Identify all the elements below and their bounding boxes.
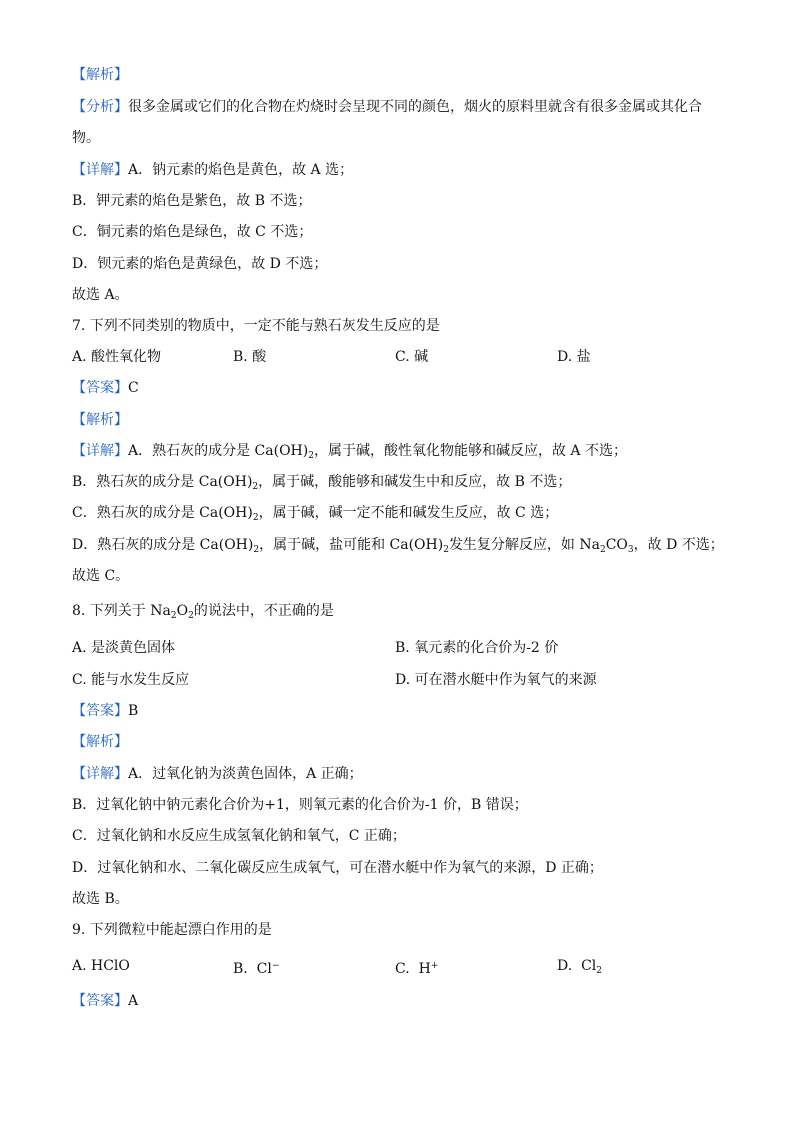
text: 的说法中，不正确的是 [193, 603, 334, 619]
question-8-conclusion: 故选 B。 [72, 891, 129, 907]
detail-line-a [72, 160, 353, 180]
formula: Cl [581, 958, 597, 974]
question-9-answer [72, 991, 138, 1011]
question-8-detail-c: C．过氧化钠和水反应生成氢氧化钠和氧气，C 正确； [72, 828, 406, 844]
analysis-tag: 【分析】 [72, 99, 128, 115]
answer-tag: 【答案】 [72, 703, 128, 719]
option-label: D. [557, 958, 573, 974]
text: ，属于碱，酸能够和碱发生中和反应，故 B 不选； [258, 474, 572, 490]
text: C．熟石灰的成分是 Ca(OH) [72, 505, 253, 521]
detail-line-b: B．钾元素的焰色是紫色，故 B 不选； [72, 193, 312, 209]
question-8-option-c: C. 能与水发生反应 [72, 672, 190, 688]
text: A．熟石灰的成分是 Ca(OH) [128, 443, 309, 459]
question-7-detail-c [72, 503, 558, 528]
text: CO [605, 537, 628, 553]
detail-line-c: C．铜元素的焰色是绿色，故 C 不选； [72, 224, 313, 240]
analysis-text-cont: 物。 [72, 130, 100, 146]
question-7-conclusion: 故选 C。 [72, 568, 130, 584]
question-7-detail-d [72, 535, 724, 560]
answer-value: B [128, 703, 139, 719]
text: ，属于碱，盐可能和 Ca(OH) [259, 537, 444, 553]
detail-tag: 【详解】 [72, 162, 128, 178]
text: 发生复分解反应，如 Na [448, 537, 600, 553]
text: B．熟石灰的成分是 Ca(OH) [72, 474, 253, 490]
subscript: 2 [253, 545, 260, 555]
question-9-option-d [557, 956, 602, 981]
formula: Na [150, 603, 171, 619]
formula: Cl [256, 961, 272, 977]
question-8-option-a: A. 是淡黄色固体 [72, 640, 176, 656]
text: 8. 下列关于 [72, 603, 151, 619]
question-9-option-b [233, 956, 279, 979]
question-8-detail-a [72, 764, 363, 784]
superscript: − [271, 961, 280, 971]
detail-text: A．钠元素的焰色是黄色，故 A 选； [128, 162, 354, 178]
subscript: 2 [443, 545, 449, 555]
text: D．熟石灰的成分是 Ca(OH) [72, 537, 254, 553]
subscript: 2 [599, 545, 606, 555]
answer-tag: 【答案】 [72, 993, 128, 1009]
question-8-stem [72, 601, 334, 626]
formula: O [176, 603, 189, 619]
conclusion: 故选 A。 [72, 287, 129, 303]
detail-tag: 【详解】 [72, 443, 128, 459]
answer-value: A [128, 993, 139, 1009]
subscript: 2 [188, 611, 194, 621]
question-7-answer [72, 378, 139, 398]
subscript: 2 [170, 611, 177, 621]
text: ，属于碱，酸性氧化物能够和碱反应，故 A 不选； [313, 443, 627, 459]
question-7-option-b: B. 酸 [233, 349, 267, 365]
detail-tag: 【详解】 [72, 766, 128, 782]
question-9-stem: 9. 下列微粒中能起漂白作用的是 [72, 922, 272, 938]
subscript: 3 [627, 545, 634, 555]
formula: H [418, 961, 431, 977]
question-7-option-a: A. 酸性氧化物 [72, 349, 162, 365]
question-8-detail-d: D．过氧化钠和水、二氧化碳反应生成氧气，可在潜水艇中作为氧气的来源，D 正确； [72, 860, 603, 876]
question-9-option-a: A. HClO [72, 958, 130, 974]
question-7-stem: 7. 下列不同类别的物质中，一定不能与熟石灰发生反应的是 [72, 318, 440, 334]
detail-text: A．过氧化钠为淡黄色固体，A 正确； [128, 766, 363, 782]
analysis-text: 很多金属或它们的化合物在灼烧时会呈现不同的颜色，烟火的原料里就含有很多金属或其化合 [128, 99, 702, 115]
text: ，故 D 不选； [633, 537, 724, 553]
question-8-detail-b: B．过氧化钠中钠元素化合价为+1，则氧元素的化合价为-1 价，B 错误； [72, 797, 528, 813]
question-7-detail-b [72, 472, 571, 497]
question-7-analysis-heading: 【解析】 [72, 412, 128, 428]
text: ，属于碱，碱一定不能和碱发生反应，故 C 选； [258, 505, 559, 521]
superscript: + [430, 961, 439, 971]
analysis-line [72, 97, 702, 117]
subscript: 2 [596, 966, 603, 976]
question-8-analysis-heading: 【解析】 [72, 734, 128, 750]
question-9-option-c [395, 956, 438, 979]
question-8-option-b: B. 氧元素的化合价为-2 价 [395, 640, 559, 656]
answer-tag: 【答案】 [72, 380, 128, 396]
question-8-option-d: D. 可在潜水艇中作为氧气的来源 [395, 672, 597, 688]
answer-value: C [128, 380, 139, 396]
subscript: 2 [252, 513, 259, 523]
detail-line-d: D．钡元素的焰色是黄绿色，故 D 不选； [72, 256, 328, 272]
subscript: 2 [252, 482, 259, 492]
option-label: B. [233, 961, 248, 977]
subscript: 2 [308, 451, 314, 461]
question-7-option-d: D. 盐 [557, 349, 591, 365]
analysis-heading: 【解析】 [72, 67, 128, 83]
question-7-option-c: C. 碱 [395, 349, 429, 365]
question-8-answer [72, 701, 138, 721]
question-7-detail-a [72, 441, 627, 466]
option-label: C. [395, 961, 410, 977]
